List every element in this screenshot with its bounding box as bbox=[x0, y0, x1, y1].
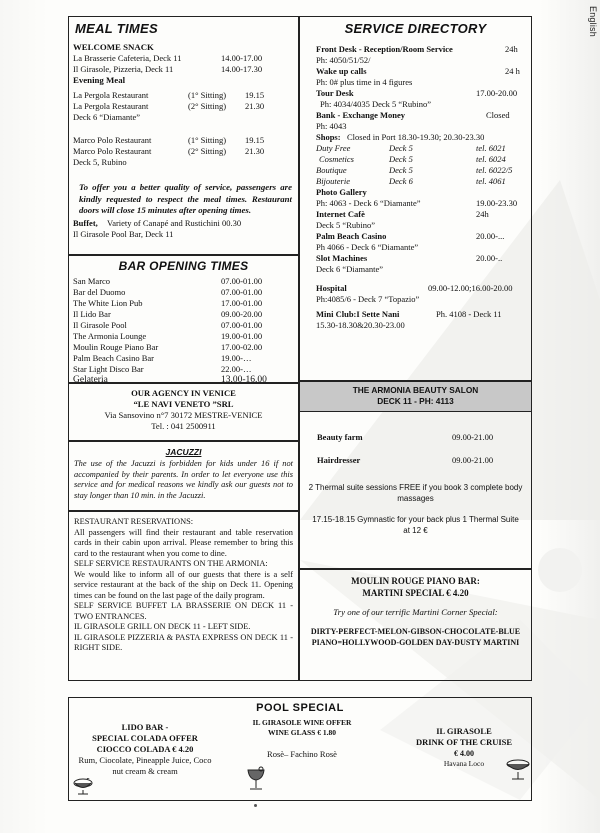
bar-times-title: BAR OPENING TIMES bbox=[118, 259, 249, 273]
evening-meal-heading: Evening Meal bbox=[73, 75, 126, 85]
buffet-label: Buffet, bbox=[73, 217, 98, 228]
service-phone: Ph: 4043 bbox=[316, 121, 347, 131]
bar-name: Gelateria bbox=[73, 375, 108, 385]
beauty-time: 09.00-21.00 bbox=[452, 432, 494, 442]
shop-deck: Deck 5 bbox=[389, 165, 413, 175]
service-phone: Ph:4085/6 - Deck 7 “Topazio” bbox=[316, 294, 420, 304]
bar-name: Star Light Disco Bar bbox=[73, 364, 144, 374]
martini-list: DIRTY-PERFECT-MELON-GIBSON-CHOCOLATE-BLUE PIANO=HOLLYWOOD-GOLDEN DAY-DUSTY MARTINI bbox=[310, 627, 521, 647]
service-time: Closed in Port 18.30-19.30; 20.30-23.30 bbox=[347, 132, 485, 142]
bar-name: Il Girasole Pool bbox=[73, 320, 127, 330]
meal-venue: La Pergola Restaurant bbox=[73, 101, 149, 111]
bar-time: 22.00-… bbox=[221, 364, 252, 374]
service-time: 24 h bbox=[505, 66, 520, 76]
shop-tel: tel. 6022/5 bbox=[476, 165, 513, 175]
lido-special: SPECIAL COLADA OFFER bbox=[92, 733, 198, 743]
beauty-salon-title: THE ARMONIA BEAUTY SALON bbox=[352, 385, 479, 395]
service-directory-title: SERVICE DIRECTORY bbox=[344, 21, 487, 36]
meal-time: 21.30 bbox=[245, 146, 265, 156]
service-phone: Ph. 4108 - Deck 11 bbox=[436, 309, 502, 319]
service-label: Photo Gallery bbox=[316, 187, 367, 197]
gymnastic-offer: 17.15-18.15 Gymnastic for your back plus 1 Thermal Suite at 12 € bbox=[312, 515, 519, 535]
meal-venue: Marco Polo Restaurant bbox=[73, 135, 152, 145]
service-time: Closed bbox=[486, 110, 510, 120]
meal-time: 19.15 bbox=[245, 90, 265, 100]
bar-times-box bbox=[68, 255, 299, 383]
bar-name: San Marco bbox=[73, 276, 111, 286]
meal-sitting: (2° Sitting) bbox=[188, 146, 227, 156]
service-phone: Ph 4066 - Deck 6 “Diamante” bbox=[316, 242, 419, 252]
wine-offer-name: Rosè– Fachino Rosè bbox=[267, 749, 337, 759]
cocktail-glass-icon bbox=[73, 778, 95, 796]
shop-deck: Deck 5 bbox=[389, 154, 413, 164]
bar-time: 07.00-01.00 bbox=[221, 320, 263, 330]
bar-name: The White Lion Pub bbox=[73, 298, 143, 308]
bar-time: 19.00-01.00 bbox=[221, 331, 263, 341]
meal-times-title: MEAL TIMES bbox=[75, 21, 158, 36]
language-tab[interactable]: English bbox=[588, 6, 598, 37]
beauty-time: 09.00-21.00 bbox=[452, 455, 494, 465]
welcome-snack-heading: WELCOME SNACK bbox=[73, 42, 154, 52]
bar-time: 19.00-… bbox=[221, 353, 252, 363]
service-label: Tour Desk bbox=[316, 88, 354, 98]
wine-glass-icon bbox=[245, 766, 267, 792]
shop-name: Cosmetics bbox=[319, 154, 354, 164]
service-time: 09.00-12.00;16.00-20.00 bbox=[428, 283, 513, 293]
service-time: 24h bbox=[505, 44, 518, 54]
bar-time: 09.00-20.00 bbox=[221, 309, 263, 319]
girasole-price: € 4.00 bbox=[454, 749, 474, 758]
agency-address: Via Sansovino n°7 30172 MESTRE-VENICE bbox=[104, 410, 263, 420]
meal-sitting: (2° Sitting) bbox=[188, 101, 227, 111]
girasole-title: IL GIRASOLE bbox=[436, 726, 492, 736]
meal-time: 21.30 bbox=[245, 101, 265, 111]
shop-tel: tel. 6024 bbox=[476, 154, 506, 164]
reservations-heading: RESTAURANT RESERVATIONS: bbox=[74, 517, 194, 526]
shop-tel: tel. 4061 bbox=[476, 176, 506, 186]
shop-name: Duty Free bbox=[316, 143, 351, 153]
shop-tel: tel. 6021 bbox=[476, 143, 506, 153]
service-phone: Deck 5 “Rubino” bbox=[316, 220, 376, 230]
jacuzzi-text: The use of the Jacuzzi is forbidden for kids under 16 if not accompanied by their parents. In order to let everyone use this service and for medical reasons we kindly ask our guests not to stay longer than 10 min. in the Jacuzzi. bbox=[74, 459, 293, 500]
service-label: Hospital bbox=[316, 283, 347, 293]
service-time: 20.00-.. bbox=[476, 253, 503, 263]
agency-phone: Tel. : 041 2500911 bbox=[151, 421, 216, 431]
meal-sitting: (1° Sitting) bbox=[188, 90, 227, 100]
girasole-drink-name: Havana Loco bbox=[443, 759, 485, 768]
cocktail-glass-icon bbox=[505, 758, 531, 782]
lido-ingredients: Rum, Ciocolate, Pineapple Juice, Coco nut cream & cream bbox=[78, 755, 212, 776]
meal-venue: Marco Polo Restaurant bbox=[73, 146, 152, 156]
bar-name: Bar del Duomo bbox=[73, 287, 126, 297]
shop-name: Boutique bbox=[316, 165, 347, 175]
footer-mark bbox=[254, 804, 257, 807]
service-time: 17.00-20.00 bbox=[476, 88, 518, 98]
pizzeria-info: IL GIRASOLE PIZZERIA & PASTA EXPRESS ON DECK 11 - RIGHT SIDE. bbox=[74, 632, 293, 652]
lido-bar-title: LIDO BAR - bbox=[121, 722, 169, 732]
bar-time: 17.00-01.00 bbox=[221, 298, 263, 308]
bar-time: 17.00-02.00 bbox=[221, 342, 263, 352]
jacuzzi-title: JACUZZI bbox=[165, 447, 202, 457]
shop-deck: Deck 6 bbox=[389, 176, 413, 186]
moulin-rouge-box bbox=[299, 569, 532, 681]
agency-title: OUR AGENCY IN VENICE bbox=[131, 388, 236, 398]
grill-info: IL GIRASOLE GRILL ON DECK 11 - LEFT SIDE. bbox=[74, 622, 251, 631]
moulin-rouge-title: MOULIN ROUGE PIANO BAR: bbox=[351, 576, 480, 586]
service-phone: Ph: 4034/4035 Deck 5 “Rubino” bbox=[320, 99, 431, 109]
drink-of-cruise: DRINK OF THE CRUISE bbox=[415, 737, 513, 747]
meal-location: Deck 6 “Diamante” bbox=[73, 112, 141, 122]
wine-offer-price: WINE GLASS € 1.80 bbox=[268, 728, 336, 737]
service-label: Internet Cafè bbox=[316, 209, 365, 219]
buffet-info: SELF SERVICE BUFFET LA BRASSERIE ON DECK 11 - TWO ENTRANCES. bbox=[74, 601, 293, 621]
moulin-rouge-tagline: Try one of our terrific Martini Corner Special: bbox=[333, 607, 498, 617]
service-time: 15.30-18.30&20.30-23.00 bbox=[316, 320, 405, 330]
meal-venue: La Brasserie Cafeteria, Deck 11 bbox=[73, 53, 182, 63]
lido-drink: CIOCCO COLADA € 4.20 bbox=[96, 744, 194, 754]
buffet-text: Variety of Canapé and Rustichini 00.30 bbox=[107, 217, 242, 228]
bar-name: Palm Beach Casino Bar bbox=[73, 353, 154, 363]
reservations-text: All passengers will find their restaurant and table reservation cards in their cabin upon arrival. Please remember to bring this card to the restaurant when you come to dine. bbox=[74, 527, 293, 558]
meal-venue: La Pergola Restaurant bbox=[73, 90, 149, 100]
pool-bar-line: Il Girasole Pool Bar, Deck 11 bbox=[73, 228, 174, 239]
bar-name: Il Lido Bar bbox=[73, 309, 111, 319]
bar-time: 13.00-16.00 bbox=[221, 375, 267, 385]
meal-venue: Il Girasole, Pizzeria, Deck 11 bbox=[73, 64, 174, 74]
service-phone: Ph: 0# plus time in 4 figures bbox=[316, 77, 413, 87]
meal-time: 19.15 bbox=[245, 135, 265, 145]
meal-times-box bbox=[68, 16, 299, 255]
bar-time: 07.00-01.00 bbox=[221, 287, 263, 297]
shop-name: Bijouterie bbox=[316, 176, 350, 186]
service-time: 20.00-... bbox=[476, 231, 505, 241]
pool-special-box bbox=[68, 697, 532, 801]
service-time: 24h bbox=[476, 209, 489, 219]
beauty-salon-deck: DECK 11 - PH: 4113 bbox=[377, 396, 454, 406]
moulin-rouge-special: MARTINI SPECIAL € 4.20 bbox=[362, 588, 469, 598]
meal-time: 14.00-17.30 bbox=[221, 64, 263, 74]
service-label: Palm Beach Casino bbox=[316, 231, 387, 241]
reservations-box bbox=[68, 511, 299, 681]
beauty-salon-box bbox=[299, 381, 532, 569]
service-phone: Ph: 4063 - Deck 6 “Diamante” bbox=[316, 198, 421, 208]
beauty-service: Hairdresser bbox=[317, 455, 361, 465]
service-time: 19.00-23.30 bbox=[476, 198, 518, 208]
self-service-heading: SELF SERVICE RESTAURANTS ON THE ARMONIA: bbox=[74, 559, 268, 568]
meal-location: Deck 5, Rubino bbox=[73, 157, 127, 167]
service-label: Slot Machines bbox=[316, 253, 368, 263]
jacuzzi-box bbox=[68, 441, 299, 511]
service-label: Mini Club:I Sette Nani bbox=[316, 309, 400, 319]
agency-name: “LE NAVI VENETO ”SRL bbox=[133, 399, 234, 409]
service-phone: Ph: 4050/51/52/ bbox=[316, 55, 371, 65]
pool-special-title: POOL SPECIAL bbox=[256, 702, 344, 714]
bar-name: The Armonia Lounge bbox=[73, 331, 147, 341]
bar-time: 07.00-01.00 bbox=[221, 276, 263, 286]
agency-box bbox=[68, 383, 299, 441]
service-phone: Deck 6 “Diamante” bbox=[316, 264, 384, 274]
service-label: Front Desk - Reception/Room Service bbox=[316, 44, 453, 54]
service-directory-box bbox=[299, 16, 532, 381]
meal-notice: To offer you a better quality of service, passengers are kindly requested to respect the meal times. Restaurant doors will close 15 minutes after opening times. bbox=[79, 182, 292, 215]
service-label: Wake up calls bbox=[316, 66, 367, 76]
thermal-offer: 2 Thermal suite sessions FREE if you book 3 complete body massages bbox=[308, 483, 523, 503]
meal-time: 14.00-17.00 bbox=[221, 53, 263, 63]
wine-offer-title: IL GIRASOLE WINE OFFER bbox=[252, 718, 352, 727]
meal-sitting: (1° Sitting) bbox=[188, 135, 227, 145]
shop-deck: Deck 5 bbox=[389, 143, 413, 153]
service-label: Bank - Exchange Money bbox=[316, 110, 406, 120]
beauty-service: Beauty farm bbox=[317, 432, 363, 442]
service-label: Shops: bbox=[316, 132, 341, 142]
bar-name: Moulin Rouge Piano Bar bbox=[73, 342, 159, 352]
self-service-text: We would like to inform all of our guests that there is a self service restaurant at the back of the ship on Deck 11. Opening times can be found on the last page of the daily program. bbox=[74, 569, 293, 600]
